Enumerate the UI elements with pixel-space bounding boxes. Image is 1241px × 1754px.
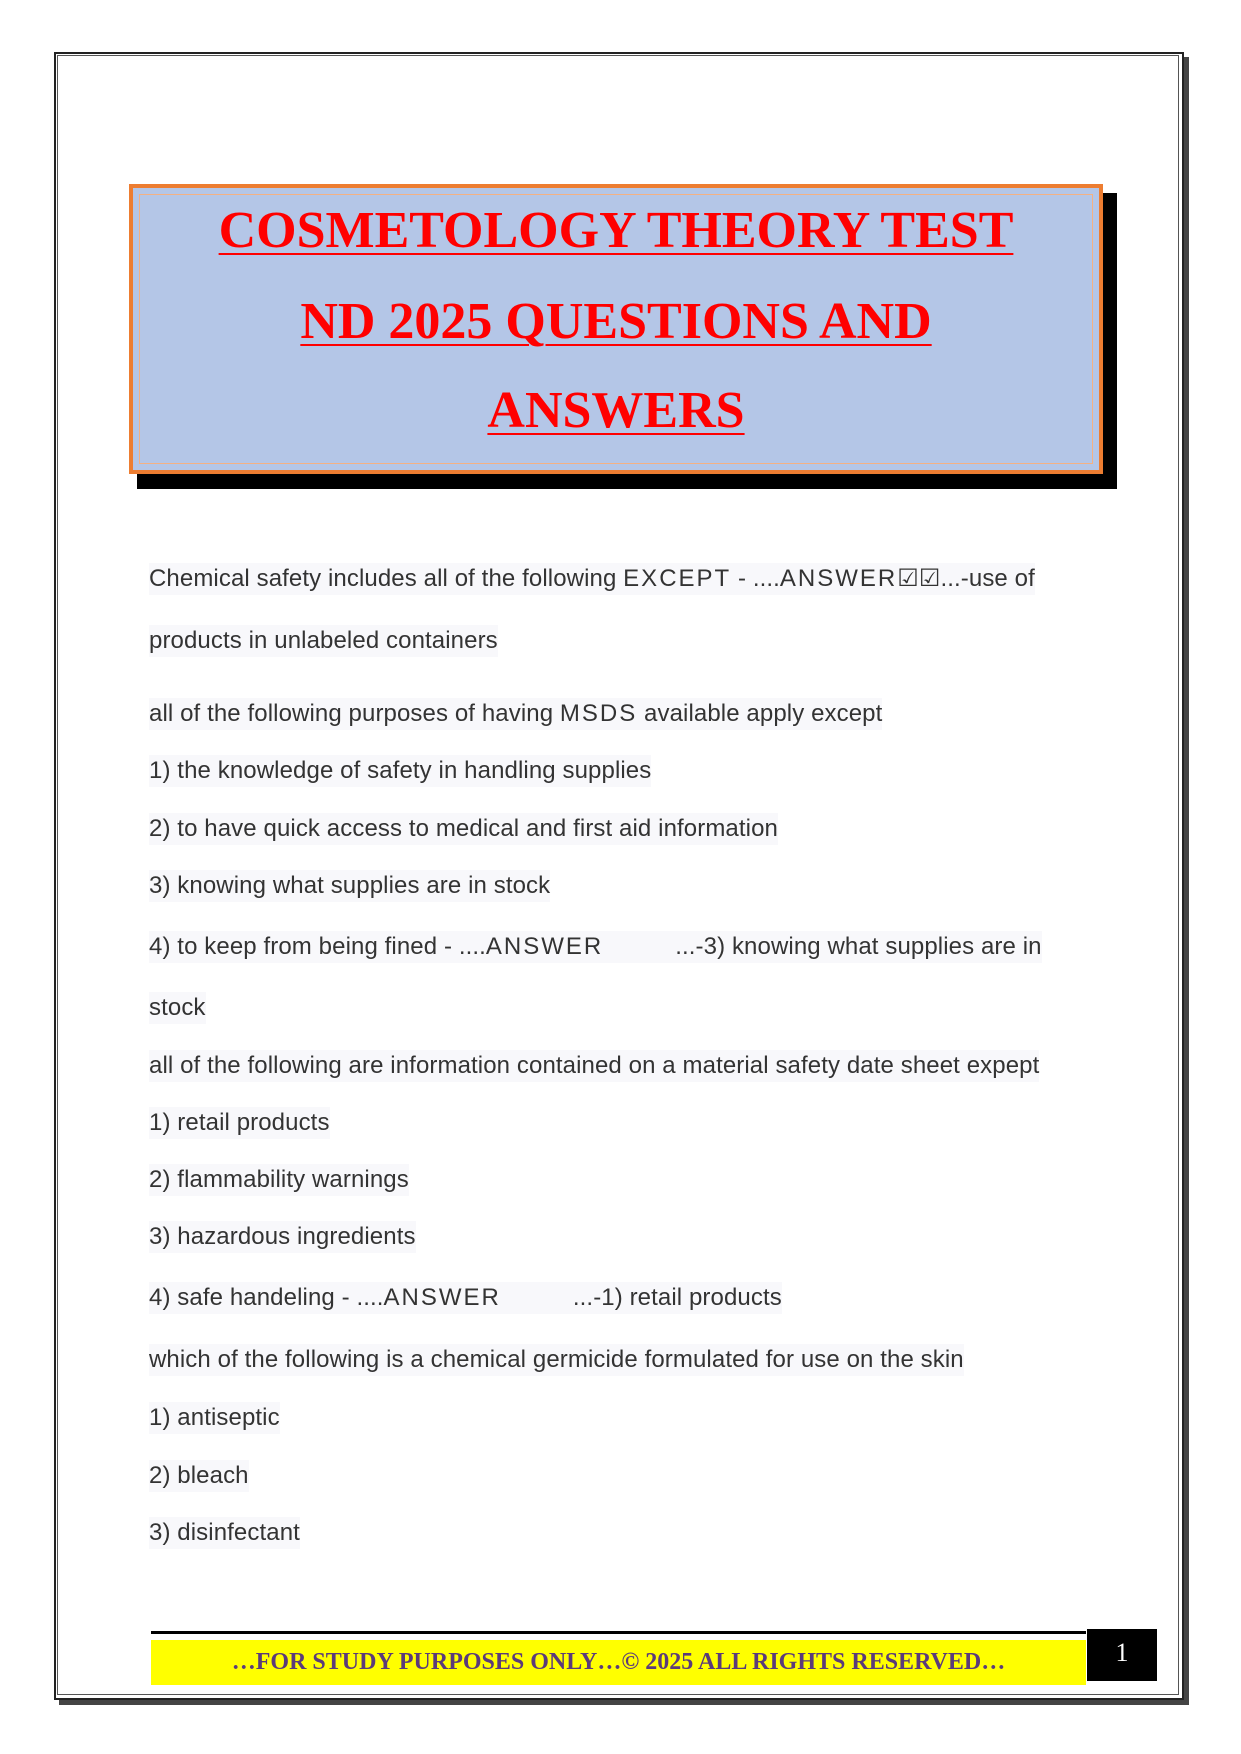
question-2-option-2: 2) to have quick access to medical and first aid information [149, 813, 778, 845]
question-2-text-end: available apply except [637, 700, 883, 727]
question-2-option-1: 1) the knowledge of safety in handling supplies [149, 755, 651, 787]
question-3-answer: ...-1) retail products [572, 1284, 782, 1311]
question-1-answer: ☑☑...-use of [897, 565, 1035, 592]
footer-rule [151, 1631, 1086, 1634]
question-2-answer: ...-3) knowing what supplies are in [675, 933, 1042, 960]
answer-label: ANSWER [383, 1284, 501, 1311]
question-2-text: all of the following purposes of having [149, 700, 560, 727]
title-line-1: COSMETOLOGY THEORY TEST [218, 202, 1014, 259]
question-3-option-1: 1) retail products [149, 1107, 330, 1139]
question-4-prompt: which of the following is a chemical germicide formulated for use on the skin [149, 1344, 964, 1376]
footer-text: …FOR STUDY PURPOSES ONLY…© 2025 ALL RIGHTS RESERVED… [231, 1649, 1006, 1675]
question-4-option-2: 2) bleach [149, 1460, 249, 1492]
page-number: 1 [1087, 1629, 1157, 1681]
question-3-option-3: 3) hazardous ingredients [149, 1221, 416, 1253]
question-4-option-3: 3) disinfectant [149, 1517, 300, 1549]
question-3-option-4-text: 4) safe handeling - .... [149, 1284, 384, 1311]
question-4-option-1: 1) antiseptic [149, 1402, 280, 1434]
question-1-dash: - .... [731, 565, 780, 592]
answer-label: ANSWER [485, 933, 604, 960]
question-2-option-4-text: 4) to keep from being fined - .... [149, 933, 486, 960]
title-line-3: ANSWERS [487, 382, 745, 439]
question-3-option-2: 2) flammability warnings [149, 1164, 409, 1196]
question-1-except: EXCEPT [623, 565, 732, 592]
answer-label: ANSWER [779, 565, 898, 592]
question-2-option-4 [149, 931, 1042, 963]
question-1-line-2: products in unlabeled containers [149, 625, 498, 657]
question-1-text: Chemical safety includes all of the following [149, 565, 624, 592]
title-box [129, 184, 1103, 474]
question-1-line-1 [149, 563, 1035, 595]
question-3-prompt: all of the following are information contained on a material safety date sheet expept [149, 1050, 1039, 1082]
question-2-prompt [149, 698, 882, 730]
question-2-msds: MSDS [559, 700, 638, 727]
title-line-2: ND 2025 QUESTIONS AND [300, 293, 932, 350]
question-2-option-3: 3) knowing what supplies are in stock [149, 870, 550, 902]
question-3-option-4 [149, 1282, 782, 1314]
question-2-answer-line-2: stock [149, 992, 206, 1024]
